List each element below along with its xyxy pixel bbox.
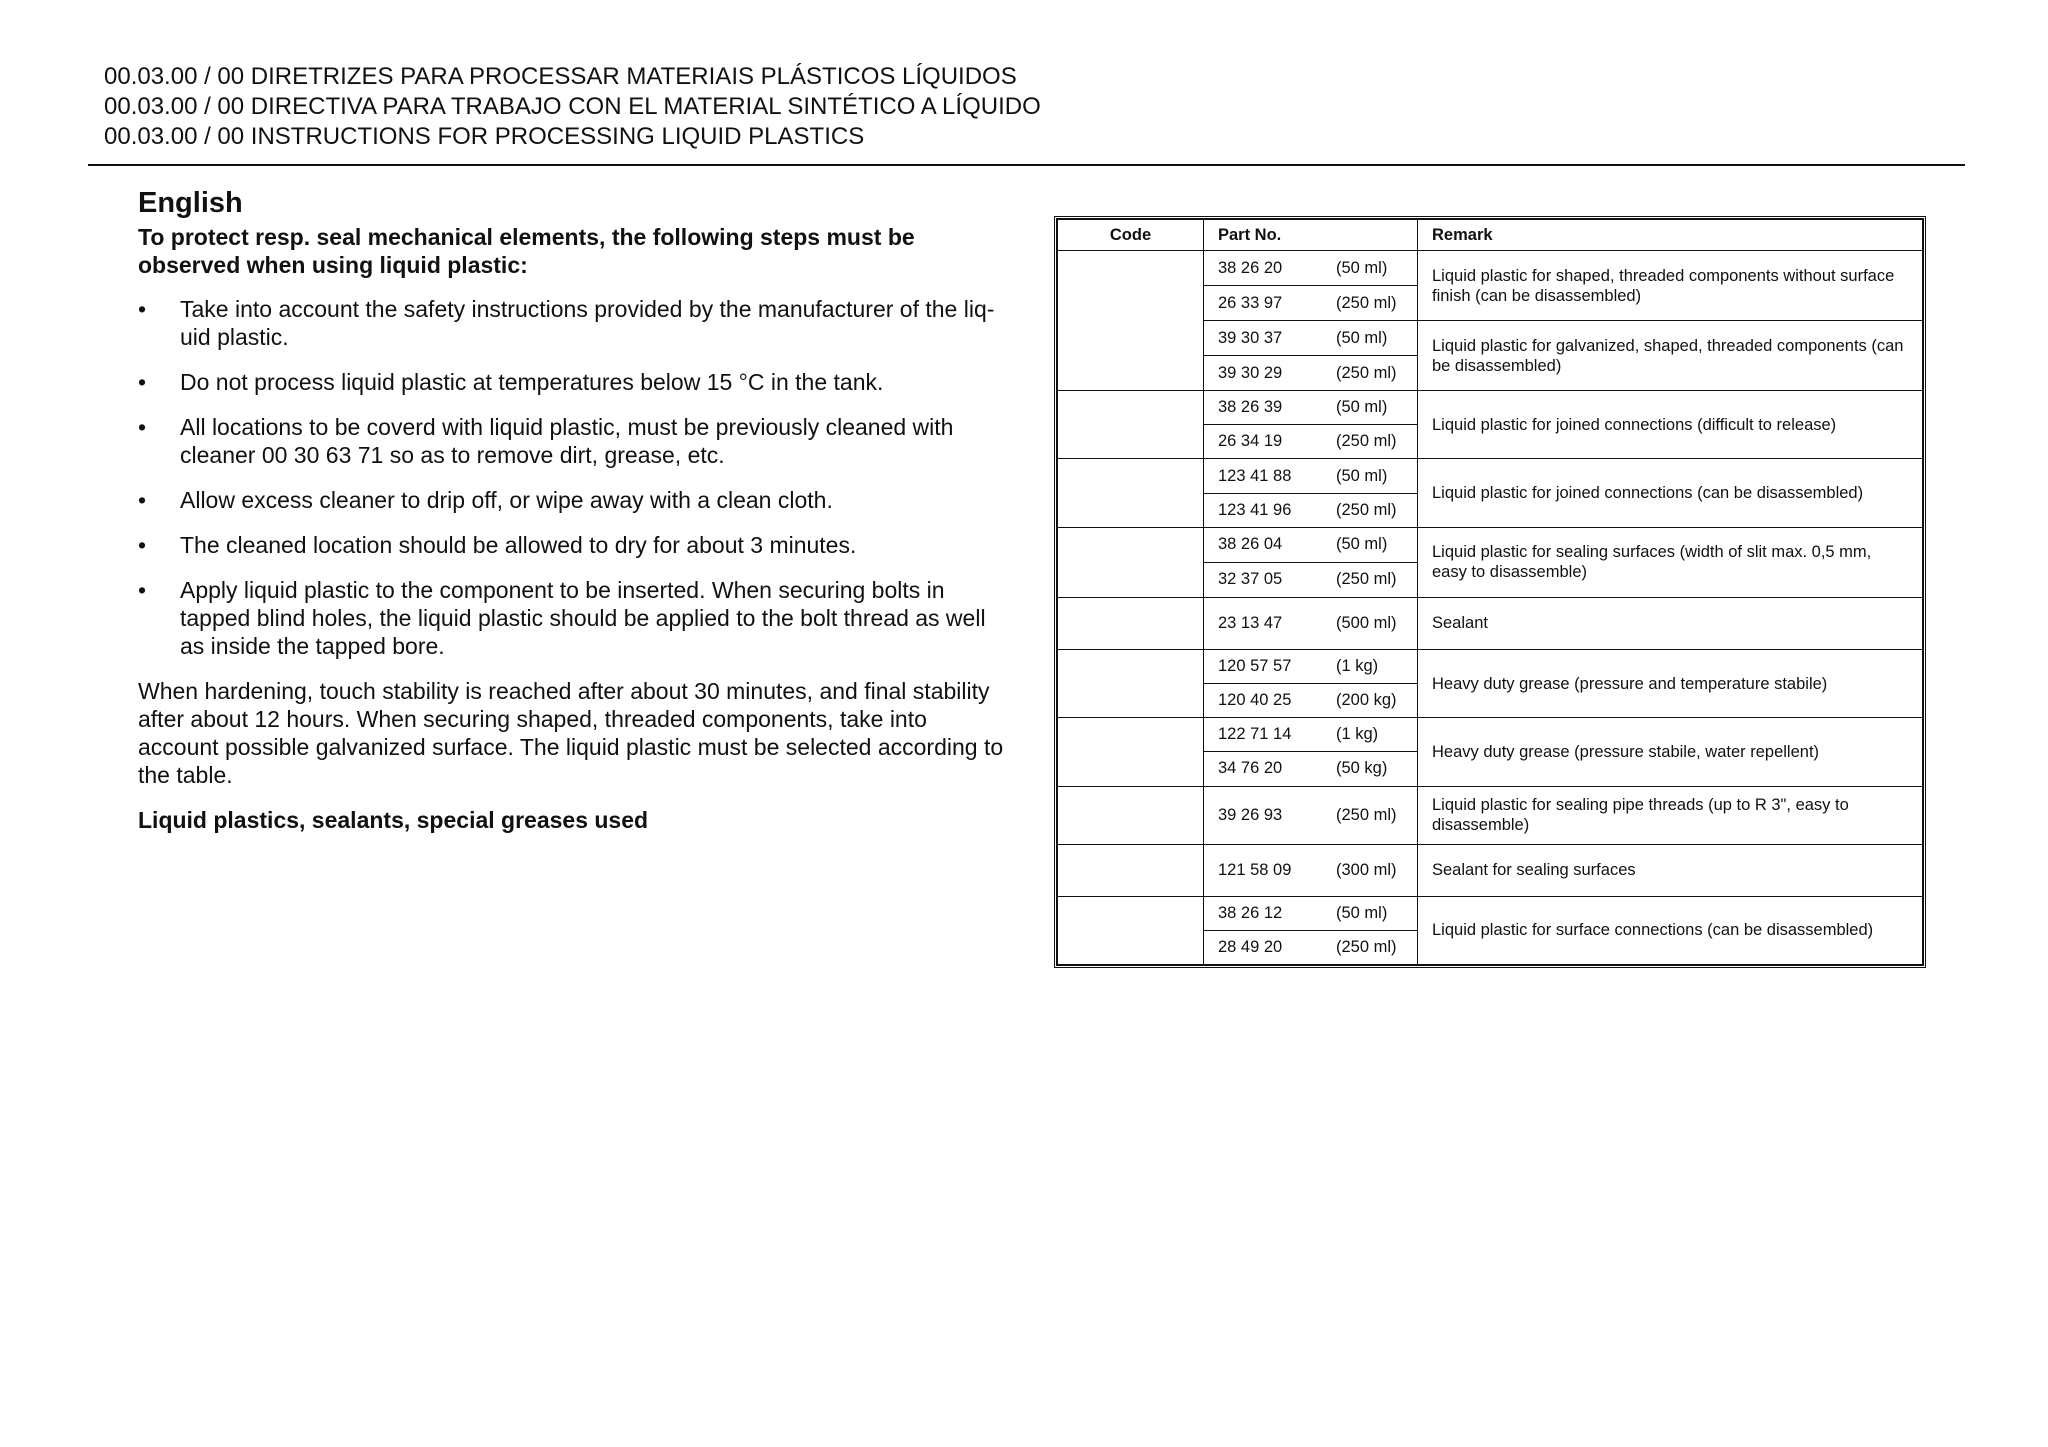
part-no-cell: [1204, 493, 1418, 527]
table-caption: Liquid plastics, sealants, special greases used: [138, 807, 649, 833]
table-row: [1058, 459, 1923, 493]
remark-cell: Heavy duty grease (pressure and temperature stabile): [1418, 649, 1923, 717]
code-cell: [1058, 718, 1204, 786]
parts-table: [1057, 219, 1923, 965]
part-number: 26 33 97: [1218, 293, 1283, 312]
remark-cell: Sealant for sealing surfaces: [1418, 844, 1923, 896]
part-number: 23 13 47: [1218, 613, 1283, 632]
code-cell: [1058, 459, 1204, 527]
part-quantity: (500 ml): [1336, 613, 1397, 632]
table-row: [1058, 597, 1923, 649]
part-quantity: (250 ml): [1336, 432, 1397, 451]
language-heading: English: [138, 187, 243, 219]
part-no-cell: [1204, 649, 1418, 683]
bullet-icon: •: [138, 296, 147, 322]
part-number: 34 76 20: [1218, 759, 1283, 778]
code-cell: [1058, 251, 1204, 391]
part-no-cell: [1204, 786, 1418, 844]
part-no-cell: [1204, 425, 1418, 459]
header-divider: [88, 164, 1965, 166]
table-row: [1058, 391, 1923, 425]
step-item: [138, 486, 1008, 514]
table-row: [1058, 251, 1923, 286]
table-row: [1058, 649, 1923, 683]
step-text: Allow excess cleaner to drip off, or wipe away with a clean cloth.: [180, 487, 833, 513]
part-no-cell: [1204, 321, 1418, 356]
part-quantity: (50 ml): [1336, 328, 1388, 347]
part-number: 39 30 37: [1218, 328, 1283, 347]
bullet-icon: •: [138, 577, 147, 603]
code-cell: [1058, 844, 1204, 896]
bullet-icon: •: [138, 369, 147, 395]
bullet-icon: •: [138, 414, 147, 440]
part-quantity: (250 ml): [1336, 937, 1397, 956]
steps-list: [138, 295, 1008, 660]
part-no-cell: [1204, 459, 1418, 493]
part-number: 39 26 93: [1218, 805, 1283, 824]
part-number: 123 41 88: [1218, 466, 1292, 485]
part-no-cell: [1204, 684, 1418, 718]
part-quantity: (250 ml): [1336, 570, 1397, 589]
part-number: 32 37 05: [1218, 570, 1283, 589]
part-quantity: (1 kg): [1336, 656, 1379, 675]
remark-cell: Liquid plastic for sealing pipe threads (up to R 3", easy to disassemble): [1418, 786, 1923, 844]
header-title-spanish: 00.03.00 / 00 DIRECTIVA PARA TRABAJO CON EL MATERIAL SINTÉTICO A LÍQUIDO: [104, 93, 1041, 120]
bullet-icon: •: [138, 532, 147, 558]
code-cell: [1058, 527, 1204, 597]
step-text: Take into account the safety instructions provided by the manufacturer of the liq-uid plastic.: [180, 296, 995, 350]
part-quantity: (50 ml): [1336, 258, 1388, 277]
part-quantity: (50 ml): [1336, 398, 1388, 417]
part-no-cell: [1204, 391, 1418, 425]
part-quantity: (250 ml): [1336, 293, 1397, 312]
step-text: Do not process liquid plastic at temperatures below 15 °C in the tank.: [180, 369, 884, 395]
remark-cell: Liquid plastic for sealing surfaces (width of slit max. 0,5 mm, easy to disassemble): [1418, 527, 1923, 597]
table-row: [1058, 718, 1923, 752]
table-row: [1058, 527, 1923, 562]
table-row: [1058, 786, 1923, 844]
part-quantity: (50 kg): [1336, 759, 1388, 778]
code-cell: [1058, 391, 1204, 459]
remark-cell: Liquid plastic for joined connections (difficult to release): [1418, 391, 1923, 459]
part-no-cell: [1204, 896, 1418, 930]
part-quantity: (250 ml): [1336, 805, 1397, 824]
remark-cell: Liquid plastic for surface connections (can be disassembled): [1418, 896, 1923, 964]
step-item: [138, 368, 1008, 396]
part-no-cell: [1204, 527, 1418, 562]
part-quantity: (250 ml): [1336, 500, 1397, 519]
header-title-portuguese: 00.03.00 / 00 DIRETRIZES PARA PROCESSAR MATERIAIS PLÁSTICOS LÍQUIDOS: [104, 63, 1017, 90]
code-cell: [1058, 786, 1204, 844]
part-quantity: (200 kg): [1336, 691, 1397, 710]
part-no-cell: [1204, 286, 1418, 321]
part-number: 26 34 19: [1218, 432, 1283, 451]
part-number: 38 26 20: [1218, 258, 1283, 277]
part-no-cell: [1204, 251, 1418, 286]
step-text: All locations to be coverd with liquid plastic, must be previously cleaned with cleaner 00 30 63 71 so as to remove dirt, grease, etc.: [180, 414, 954, 468]
remark-cell: Sealant: [1418, 597, 1923, 649]
remark-cell: Liquid plastic for joined connections (can be disassembled): [1418, 459, 1923, 527]
step-text: Apply liquid plastic to the component to be inserted. When securing bolts in tapped blind holes, the liquid plastic should be applied to the bolt thread as well as inside the tapped bore.: [180, 577, 986, 659]
part-no-cell: [1204, 356, 1418, 391]
part-no-cell: [1204, 930, 1418, 964]
part-no-cell: [1204, 752, 1418, 786]
part-quantity: (50 ml): [1336, 535, 1388, 554]
part-number: 28 49 20: [1218, 937, 1283, 956]
part-number: 38 26 04: [1218, 535, 1283, 554]
remark-cell: Liquid plastic for galvanized, shaped, threaded components (can be disassembled): [1418, 321, 1923, 391]
part-number: 122 71 14: [1218, 725, 1292, 744]
table-header-row: [1058, 220, 1923, 251]
part-no-cell: [1204, 844, 1418, 896]
part-quantity: (1 kg): [1336, 725, 1379, 744]
remark-cell: Liquid plastic for shaped, threaded components without surface finish (can be disassembled): [1418, 251, 1923, 321]
instructions-column: [138, 185, 1008, 834]
step-item: [138, 576, 1008, 660]
document-header: [104, 62, 1041, 152]
parts-table-frame: [1054, 216, 1926, 968]
part-number: 120 57 57: [1218, 656, 1292, 675]
part-quantity: (50 ml): [1336, 466, 1388, 485]
bullet-icon: •: [138, 487, 147, 513]
code-cell: [1058, 597, 1204, 649]
intro-text: To protect resp. seal mechanical elements, the following steps must be observed when using liquid plastic:: [138, 224, 915, 278]
remark-cell: Heavy duty grease (pressure stabile, water repellent): [1418, 718, 1923, 786]
table-row: [1058, 844, 1923, 896]
step-item: [138, 295, 1008, 351]
header-remark: Remark: [1418, 220, 1923, 251]
part-no-cell: [1204, 718, 1418, 752]
part-number: 120 40 25: [1218, 691, 1292, 710]
header-title-english: 00.03.00 / 00 INSTRUCTIONS FOR PROCESSING LIQUID PLASTICS: [104, 123, 865, 150]
table-row: [1058, 896, 1923, 930]
header-part-no: Part No.: [1204, 220, 1418, 251]
step-item: [138, 531, 1008, 559]
part-number: 39 30 29: [1218, 363, 1283, 382]
part-number: 38 26 12: [1218, 903, 1283, 922]
part-number: 123 41 96: [1218, 500, 1292, 519]
part-quantity: (250 ml): [1336, 363, 1397, 382]
code-cell: [1058, 649, 1204, 717]
part-no-cell: [1204, 562, 1418, 597]
hardening-paragraph: When hardening, touch stability is reached after about 30 minutes, and final stability after about 12 hours. When securing shaped, threaded components, take into account possible galvanized surface. The liquid plastic must be selected according to the table.: [138, 678, 1004, 788]
part-quantity: (50 ml): [1336, 903, 1388, 922]
part-quantity: (300 ml): [1336, 860, 1397, 879]
part-no-cell: [1204, 597, 1418, 649]
part-number: 121 58 09: [1218, 860, 1292, 879]
step-item: [138, 413, 1008, 469]
code-cell: [1058, 896, 1204, 964]
step-text: The cleaned location should be allowed to dry for about 3 minutes.: [180, 532, 857, 558]
part-number: 38 26 39: [1218, 398, 1283, 417]
header-code: Code: [1058, 220, 1204, 251]
